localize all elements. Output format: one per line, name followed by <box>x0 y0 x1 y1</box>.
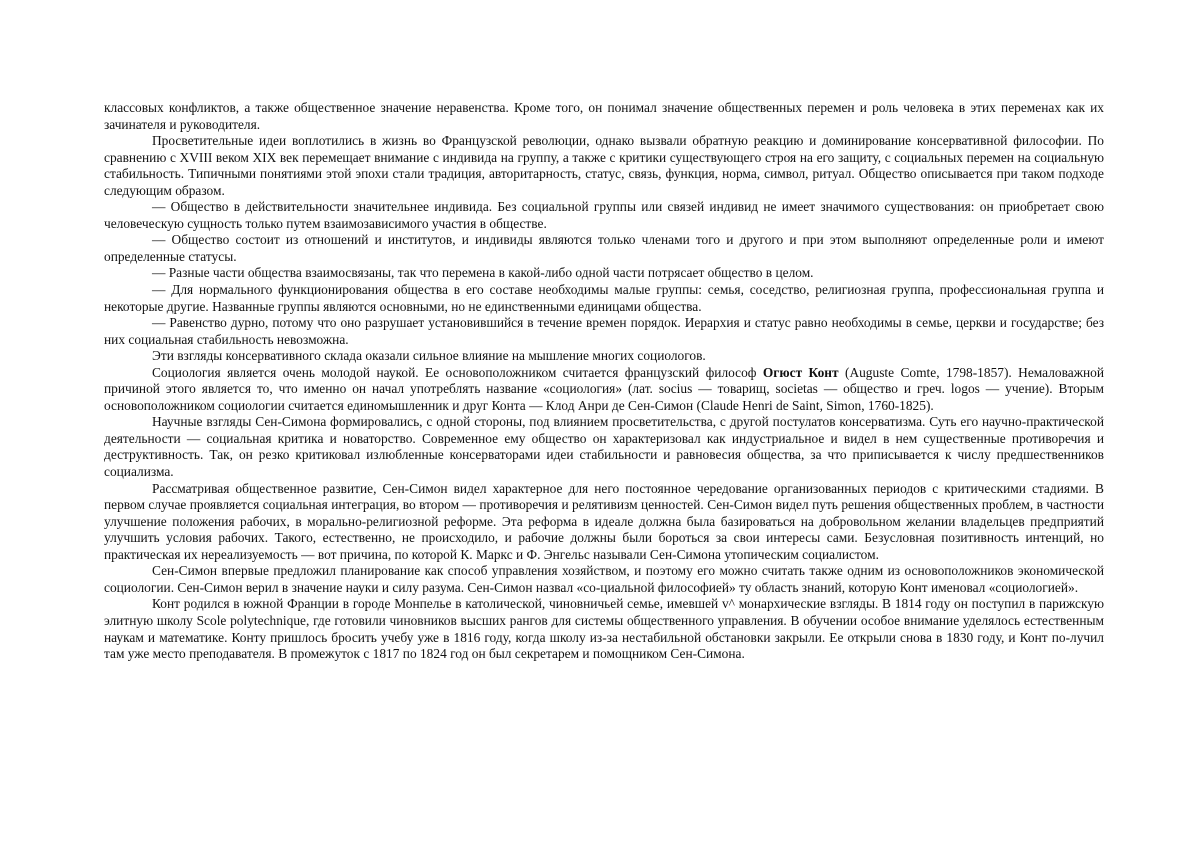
document-page <box>104 100 1104 663</box>
list-item: — Общество состоит из отношений и институтов, и индивиды являются только членами того и другого и при этом выполняют определенные роли и имеют определенные статусы. <box>104 232 1104 264</box>
paragraph-text: Социология является очень молодой наукой. Ее основоположником считается французский философ <box>152 364 763 380</box>
list-item: — Разные части общества взаимосвязаны, так что перемена в какой-либо одной части потрясает общество в целом. <box>152 265 814 281</box>
paragraph: Сен-Симон впервые предложил планирование как способ управления хозяйством, и поэтому его можно считать также одним из основоположников экономической социологии. Сен-Симон верил в значение науки и силу разума. Сен-Симон назвал «со-циальной философией» ту область знаний, которую Конт именовал «социологией». <box>104 563 1104 595</box>
list-item: — Равенство дурно, потому что оно разрушает установившийся в течение времен порядок. Иерархия и статус равно необходимы в семье, церкви и государстве; без них социальная стабильность невозможна. <box>104 315 1104 347</box>
list-item: — Для нормального функционирования общества в его составе необходимы малые группы: семья, соседство, религиозная группа, профессиональная группа и некоторые другие. Названные группы являются основными, но не единственными единицами общества. <box>104 282 1104 314</box>
list-item: — Общество в действительности значительнее индивида. Без социальной группы или связей индивид не имеет значимого существования: он приобретает свою человеческую сущность только путем взаимозависимого участия в обществе. <box>104 199 1104 231</box>
paragraph: Научные взгляды Сен-Симона формировались, с одной стороны, под влиянием просветительства, с другой постулатов консерватизма. Суть его научно-практической деятельности — социальная критика и новаторство. Современное ему общество он характеризовал как индустриальное и видел в нем существенные противоречия и деструктивность. Так, он резко критиковал излюбленные консерваторами идеи стабильности и равновесия общества, за что приписывается к числу предшественников социализма. <box>104 414 1104 480</box>
paragraph: Эти взгляды консервативного склада оказали сильное влияние на мышление многих социологов. <box>152 348 706 364</box>
paragraph: Рассматривая общественное развитие, Сен-Симон видел характерное для него постоянное чередование организованных периодов с критическими стадиями. В первом случае проявляется социальная интеграция, во втором — противоречия и релятивизм ценностей. Сен-Симон видел путь решения общественных проблем, в частности улучшение положения рабочих, в морально-религиозной реформе. Эта реформа в идеале должна была базироваться на добровольном желании владельцев предприятий улучшить условия рабочих. Такого, естественно, не происходило, и рабочие должны были бороться за свои интересы сами. Безусловная позитивность интенций, но практическая их нереализуемость — вот причина, по которой К. Маркс и Ф. Энгельс называли Сен-Симона утопическим социалистом. <box>104 480 1104 562</box>
paragraph-text: (Auguste Comte, 1798-1857). Немаловажной причиной этого является то, что именно он начал употреблять название «социология» (лат. socius — товарищ, societas — общество и греч. logos — учение). Вторым основоположником социологии считается единомышленник и друг Конта — Клод Анри де Сен-Симон (Claude Henri de Saint, Simon, 1760-1825). <box>104 364 1104 413</box>
paragraph <box>104 365 1104 415</box>
paragraph: классовых конфликтов, а также общественное значение неравенства. Кроме того, он понимал значение общественных перемен и роль человека в этих переменах как их зачинателя и руководителя. <box>104 100 1104 132</box>
paragraph: Конт родился в южной Франции в городе Монпелье в католической, чиновничьей семье, имевшей v^ монархические взгляды. В 1814 году он поступил в парижскую элитную школу Scole polytechnique, где готовили чиновников высших рангов для системы общественного управления. В обучении особое внимание уделялось естественным наукам и математике. Конту пришлось бросить учебу уже в 1816 году, когда школу из-за нестабильной обстановки закрыли. Ее открыли снова в 1830 году, и Конт по-лучил там уже место преподавателя. В промежуток с 1817 по 1824 год он был секретарем и помощником Сен-Симона. <box>104 596 1104 662</box>
bold-name: Огюст Конт <box>762 364 839 380</box>
paragraph: Просветительные идеи воплотились в жизнь во Французской революции, однако вызвали обратную реакцию и доминирование консервативной философии. По сравнению с XVIII веком XIX век перемещает внимание с индивида на группу, а также с критики существующего строя на его защиту, с социальных перемен на социальную стабильность. Типичными понятиями этой эпохи стали традиция, авторитарность, статус, связь, функция, норма, символ, ритуал. Общество описывается при таком подходе следующим образом. <box>104 133 1104 198</box>
